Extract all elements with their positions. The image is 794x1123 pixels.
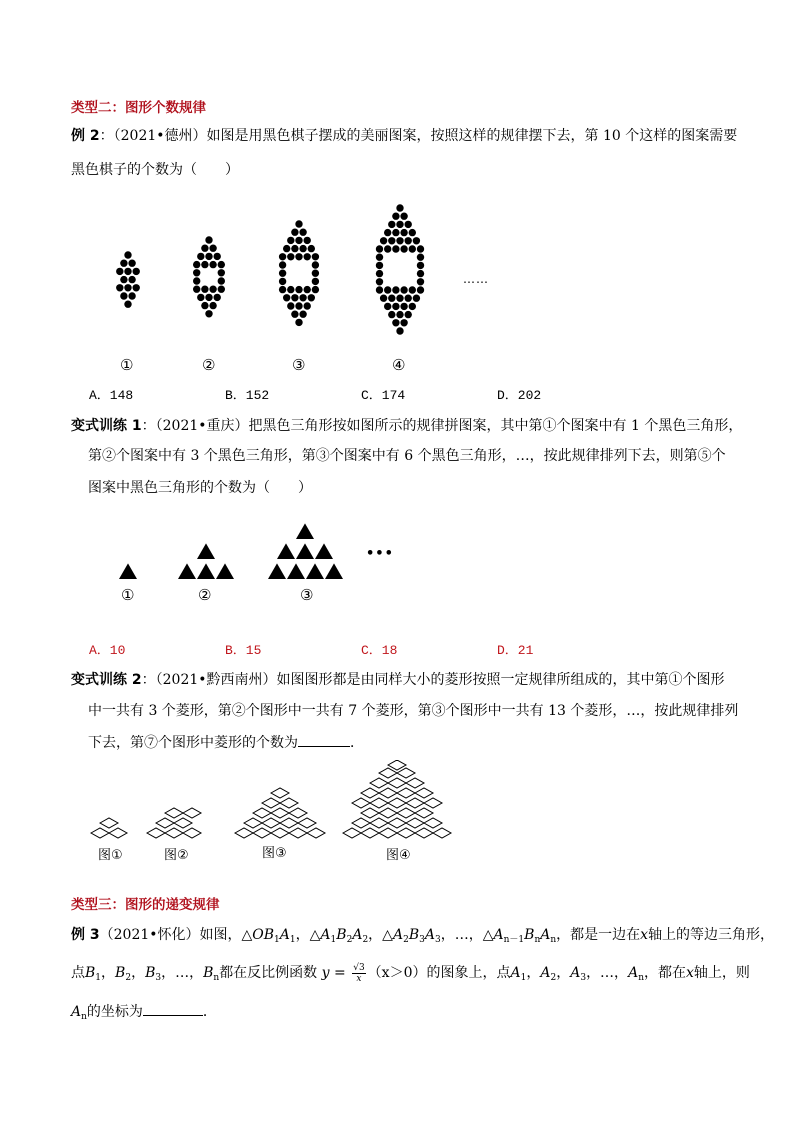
rhombus xyxy=(424,798,442,808)
rhombus xyxy=(388,798,406,808)
x-var: x xyxy=(640,927,649,943)
chess-dot xyxy=(304,302,311,309)
chess-dot xyxy=(396,295,403,302)
black-triangle xyxy=(315,543,333,559)
rhombuses xyxy=(91,760,451,838)
chess-dot xyxy=(304,237,311,244)
chess-dot xyxy=(417,245,424,252)
chess-dot xyxy=(209,245,216,252)
chess-dot xyxy=(392,229,399,236)
figure-label-3: ③ xyxy=(292,356,306,374)
variant1-line3: 图案中黑色三角形的个数为（ ） xyxy=(88,480,312,496)
answer-blank-2[interactable] xyxy=(143,1001,203,1016)
rhombus xyxy=(280,798,298,808)
black-triangle xyxy=(277,543,295,559)
chess-dot xyxy=(312,286,319,293)
chess-dot xyxy=(287,237,294,244)
chess-dot xyxy=(193,277,200,284)
rhombus xyxy=(415,808,433,818)
rhombus xyxy=(433,828,451,838)
rhombus xyxy=(253,808,271,818)
variant1-line1 xyxy=(71,414,742,438)
chess-dot xyxy=(405,237,412,244)
option-a[interactable]: A．148 xyxy=(89,388,134,403)
chess-dot xyxy=(287,286,294,293)
chess-dot xyxy=(417,270,424,277)
chess-dot xyxy=(384,229,391,236)
black-triangle xyxy=(216,563,234,579)
chess-dot xyxy=(205,310,212,317)
ellipsis: …… xyxy=(463,272,489,286)
chess-dot xyxy=(283,245,290,252)
chess-dot xyxy=(124,268,131,275)
variant1-option-c[interactable]: C．18 xyxy=(361,643,398,658)
chess-dot xyxy=(218,286,225,293)
rhombus xyxy=(397,808,415,818)
chess-dot xyxy=(392,245,399,252)
rhombus xyxy=(424,818,442,828)
chess-pattern-figures xyxy=(100,200,500,350)
chess-dot xyxy=(312,278,319,285)
chess-dot xyxy=(413,237,420,244)
rhombus xyxy=(91,828,109,838)
chess-dot xyxy=(133,268,140,275)
chess-dot xyxy=(279,270,286,277)
black-triangle xyxy=(178,563,196,579)
x-var-2: x xyxy=(685,965,694,981)
chess-dot xyxy=(400,319,407,326)
chess-dot xyxy=(380,237,387,244)
chess-dot xyxy=(201,261,208,268)
chess-dot xyxy=(295,237,302,244)
chess-dot xyxy=(388,295,395,302)
chess-dot xyxy=(376,286,383,293)
chess-dot xyxy=(218,277,225,284)
chess-dot xyxy=(116,284,123,291)
chess-dot xyxy=(376,254,383,261)
chess-dot xyxy=(128,292,135,299)
chess-dots xyxy=(116,204,424,334)
chess-dot xyxy=(308,294,315,301)
rhombus xyxy=(379,828,397,838)
rhombus xyxy=(165,828,183,838)
variant2-line3 xyxy=(88,731,364,755)
variant1-option-b[interactable]: B．15 xyxy=(225,643,262,658)
rhombus xyxy=(352,798,370,808)
example3-text3a: 的坐标为 xyxy=(86,1004,143,1020)
chess-dot xyxy=(409,229,416,236)
rhombus xyxy=(165,808,183,818)
chess-dot xyxy=(201,286,208,293)
example2-label: 例 2 xyxy=(71,128,100,144)
chess-dot xyxy=(312,261,319,268)
type2-heading: 类型二：图形个数规律 xyxy=(71,100,206,116)
chess-dot xyxy=(197,253,204,260)
rhombus xyxy=(289,808,307,818)
chess-dot xyxy=(124,301,131,308)
rhombus xyxy=(262,798,280,808)
chess-dot xyxy=(417,286,424,293)
chess-dot xyxy=(209,286,216,293)
rhombus xyxy=(183,828,201,838)
chess-dot xyxy=(400,213,407,220)
chess-dot xyxy=(291,311,298,318)
chess-dot xyxy=(120,292,127,299)
rhombus xyxy=(406,778,424,788)
example3-text1c: ，都是一边在 xyxy=(556,927,641,943)
chess-dot xyxy=(405,295,412,302)
rhombus xyxy=(361,828,379,838)
chess-dot xyxy=(295,220,302,227)
chess-dot xyxy=(193,269,200,276)
rhombus-caption-1: 图① xyxy=(98,848,123,863)
rhombus xyxy=(379,768,397,778)
example3-label: 例 3 xyxy=(71,927,100,943)
chess-dot xyxy=(205,236,212,243)
option-d[interactable]: D．202 xyxy=(497,388,542,403)
rhombus xyxy=(370,778,388,788)
chess-dot xyxy=(133,284,140,291)
black-triangle xyxy=(197,563,215,579)
chess-dot xyxy=(376,262,383,269)
variant2-line2: 中一共有 3 个菱形，第②个图形中一共有 7 个菱形，第③个图形中一共有 13 个菱形，…，按此规律排列 xyxy=(88,703,739,719)
fraction xyxy=(352,963,365,984)
chess-dot xyxy=(218,261,225,268)
variant1-option-a[interactable]: A．10 xyxy=(89,643,126,658)
chess-dot xyxy=(376,245,383,252)
chess-dot xyxy=(400,245,407,252)
variant2-text3: 下去，第⑦个图形中菱形的个数为 xyxy=(88,735,298,751)
chess-dot xyxy=(405,311,412,318)
chess-dot xyxy=(396,204,403,211)
variant1-option-d[interactable]: D．21 xyxy=(497,643,534,658)
chess-dot xyxy=(409,286,416,293)
chess-dot xyxy=(128,260,135,267)
rhombus xyxy=(397,788,415,798)
example3-line2: 点$B_1$，$B_2$，$B_3$，…，$B_n$都在反比例函数 y = $\frac{√3}{x}$ （x＞0）的图象上，点$A_1$，$A_2$，$A_3$，…，$A_n$，都在x轴上，则 xyxy=(71,962,750,984)
answer-blank[interactable] xyxy=(298,732,350,747)
rhombus xyxy=(379,808,397,818)
rhombus xyxy=(388,760,406,770)
chess-dot xyxy=(299,294,306,301)
chess-dot xyxy=(392,213,399,220)
chess-dot xyxy=(287,302,294,309)
rhombus xyxy=(298,818,316,828)
chess-dot xyxy=(116,268,123,275)
rhombus xyxy=(109,828,127,838)
chess-dot xyxy=(197,294,204,301)
chess-dot xyxy=(384,286,391,293)
rhombus xyxy=(147,828,165,838)
chess-dot xyxy=(304,286,311,293)
rhombus xyxy=(361,808,379,818)
option-b[interactable]: B．152 xyxy=(225,388,270,403)
chess-dot xyxy=(291,245,298,252)
chess-dot xyxy=(396,311,403,318)
triangle-pattern-figures xyxy=(110,515,410,590)
figure-label-2: ② xyxy=(202,356,216,374)
chess-dot xyxy=(417,254,424,261)
example2-line2: 黑色棋子的个数为（ ） xyxy=(71,162,239,178)
rhombus xyxy=(370,798,388,808)
example3-condition: （x＞0）的图象上，点 xyxy=(367,965,511,981)
rhombus-pattern-figures xyxy=(88,760,458,842)
rhombus xyxy=(406,818,424,828)
variant2-label: 变式训练 2 xyxy=(71,672,142,688)
chess-dot xyxy=(124,284,131,291)
chess-dot xyxy=(295,319,302,326)
black-triangle xyxy=(296,543,314,559)
example3-text2d: 轴上，则 xyxy=(693,965,750,981)
chess-dot xyxy=(287,253,294,260)
triangle-label-2: ② xyxy=(198,586,212,604)
chess-dot xyxy=(392,319,399,326)
chess-dot xyxy=(193,261,200,268)
chess-dot xyxy=(201,302,208,309)
rhombus xyxy=(370,818,388,828)
variant1-text1: ：（2021•重庆）把黑色三角形按如图所示的规律拼图案，其中第①个图案中有 1 个黑色三角形， xyxy=(141,418,743,434)
chess-dot xyxy=(409,303,416,310)
chess-dot xyxy=(279,261,286,268)
rhombus xyxy=(253,828,271,838)
chess-dot xyxy=(308,245,315,252)
chess-dot xyxy=(376,278,383,285)
variant2-text1: ：（2021•黔西南州）如图图形都是由同样大小的菱形按照一定规律所组成的，其中第①个图形 xyxy=(141,672,725,688)
chess-dot xyxy=(396,237,403,244)
chess-dot xyxy=(384,303,391,310)
black-triangle xyxy=(306,563,324,579)
variant1-line2: 第②个图案中有 3 个黑色三角形，第③个图案中有 6 个黑色三角形，…，按此规律排列下去，则第⑤个 xyxy=(88,448,726,464)
chess-dot xyxy=(120,260,127,267)
chess-dot xyxy=(304,253,311,260)
rhombus xyxy=(343,828,361,838)
chess-dot xyxy=(388,237,395,244)
example2-line1 xyxy=(71,124,737,148)
chess-dot xyxy=(205,253,212,260)
example3-line1: 例 3（2021•怀化）如图，$\triangle OB_1A_1$，$\triangle A_1B_2A_2$，$\triangle A_2B_3A_3$，…，$\triangle A_{n-1}B_nA_n$，都是一边在x轴上的等边三角形， xyxy=(71,927,775,945)
rhombus xyxy=(156,818,174,828)
black-triangle xyxy=(197,543,215,559)
rhombus-caption-4: 图④ xyxy=(386,848,411,863)
chess-dot xyxy=(312,253,319,260)
rhombus xyxy=(289,828,307,838)
chess-dot xyxy=(392,286,399,293)
rhombus xyxy=(352,818,370,828)
rhombus xyxy=(379,788,397,798)
rhombus xyxy=(174,818,192,828)
chess-dot xyxy=(279,278,286,285)
chess-dot xyxy=(299,311,306,318)
chess-dot xyxy=(205,294,212,301)
rhombus xyxy=(397,828,415,838)
chess-dot xyxy=(291,294,298,301)
type3-heading: 类型三：图形的递变规律 xyxy=(71,897,220,913)
rhombus xyxy=(183,808,201,818)
black-triangle xyxy=(119,563,137,579)
chess-dot xyxy=(201,245,208,252)
example3-ob: OB xyxy=(252,927,275,943)
option-c[interactable]: C．174 xyxy=(361,388,406,403)
example3-text1d: 轴上的等边三角形， xyxy=(648,927,775,943)
rhombus xyxy=(406,798,424,808)
example3-text2a: 点 xyxy=(71,965,85,981)
chess-dot xyxy=(279,286,286,293)
rhombus xyxy=(271,828,289,838)
rhombus xyxy=(280,818,298,828)
rhombus xyxy=(388,778,406,788)
chess-dot xyxy=(400,229,407,236)
y-var: y xyxy=(321,965,330,981)
triangles xyxy=(119,523,343,579)
example2-text: ：（2021•德州）如图是用黑色棋子摆成的美丽图案，按照这样的规律摆下去，第 10 个这样的图案需要 xyxy=(99,128,738,144)
chess-dot xyxy=(124,251,131,258)
example3-line3: $A_n$的坐标为 ． xyxy=(71,1000,217,1029)
chess-dot xyxy=(396,221,403,228)
chess-dot xyxy=(417,278,424,285)
chess-dot xyxy=(299,229,306,236)
chess-dot xyxy=(291,229,298,236)
variant1-label: 变式训练 1 xyxy=(71,418,142,434)
chess-dot xyxy=(388,311,395,318)
rhombus xyxy=(271,808,289,818)
figure-label-1: ① xyxy=(120,356,134,374)
rhombus xyxy=(397,768,415,778)
fraction-denominator: x xyxy=(356,973,362,984)
black-triangle xyxy=(325,563,343,579)
chess-dot xyxy=(400,303,407,310)
chess-dot xyxy=(396,327,403,334)
triangle-ellipsis: ••• xyxy=(366,546,394,561)
black-triangle xyxy=(287,563,305,579)
rhombus xyxy=(415,828,433,838)
chess-dot xyxy=(209,261,216,268)
black-triangle xyxy=(296,523,314,539)
rhombus xyxy=(415,788,433,798)
example3-text2c: ，都在 xyxy=(643,965,686,981)
chess-dot xyxy=(218,269,225,276)
example3-text2b: 都在反比例函数 xyxy=(219,965,318,981)
rhombus xyxy=(235,828,253,838)
example3-text1a: （2021•怀化）如图，△ xyxy=(99,927,253,943)
period: ． xyxy=(350,735,364,751)
rhombus-caption-2: 图② xyxy=(164,848,189,863)
fraction-numerator: √3 xyxy=(353,962,365,973)
rhombus xyxy=(361,788,379,798)
chess-dot xyxy=(413,295,420,302)
figure-label-4: ④ xyxy=(392,356,406,374)
chess-dot xyxy=(214,253,221,260)
variant2-line1 xyxy=(71,668,725,692)
equals: = xyxy=(329,965,351,981)
chess-dot xyxy=(295,286,302,293)
chess-dot xyxy=(312,270,319,277)
period-2: ． xyxy=(202,1004,217,1020)
chess-dot xyxy=(409,245,416,252)
chess-dot xyxy=(380,295,387,302)
chess-dot xyxy=(209,302,216,309)
chess-dot xyxy=(214,294,221,301)
chess-dot xyxy=(193,286,200,293)
chess-dot xyxy=(120,276,127,283)
chess-dot xyxy=(283,294,290,301)
chess-dot xyxy=(128,276,135,283)
rhombus xyxy=(307,828,325,838)
triangle-label-3: ③ xyxy=(300,586,314,604)
triangle-label-1: ① xyxy=(121,586,135,604)
chess-dot xyxy=(392,303,399,310)
rhombus xyxy=(100,818,118,828)
rhombus xyxy=(271,788,289,798)
chess-dot xyxy=(388,221,395,228)
chess-dot xyxy=(405,221,412,228)
chess-dot xyxy=(376,270,383,277)
chess-dot xyxy=(295,302,302,309)
chess-dot xyxy=(295,253,302,260)
black-triangle xyxy=(268,563,286,579)
rhombus xyxy=(244,818,262,828)
chess-dot xyxy=(400,286,407,293)
rhombus-caption-3: 图③ xyxy=(262,846,287,861)
chess-dot xyxy=(299,245,306,252)
chess-dot xyxy=(417,262,424,269)
rhombus xyxy=(262,818,280,828)
rhombus xyxy=(388,818,406,828)
chess-dot xyxy=(384,245,391,252)
chess-dot xyxy=(279,253,286,260)
